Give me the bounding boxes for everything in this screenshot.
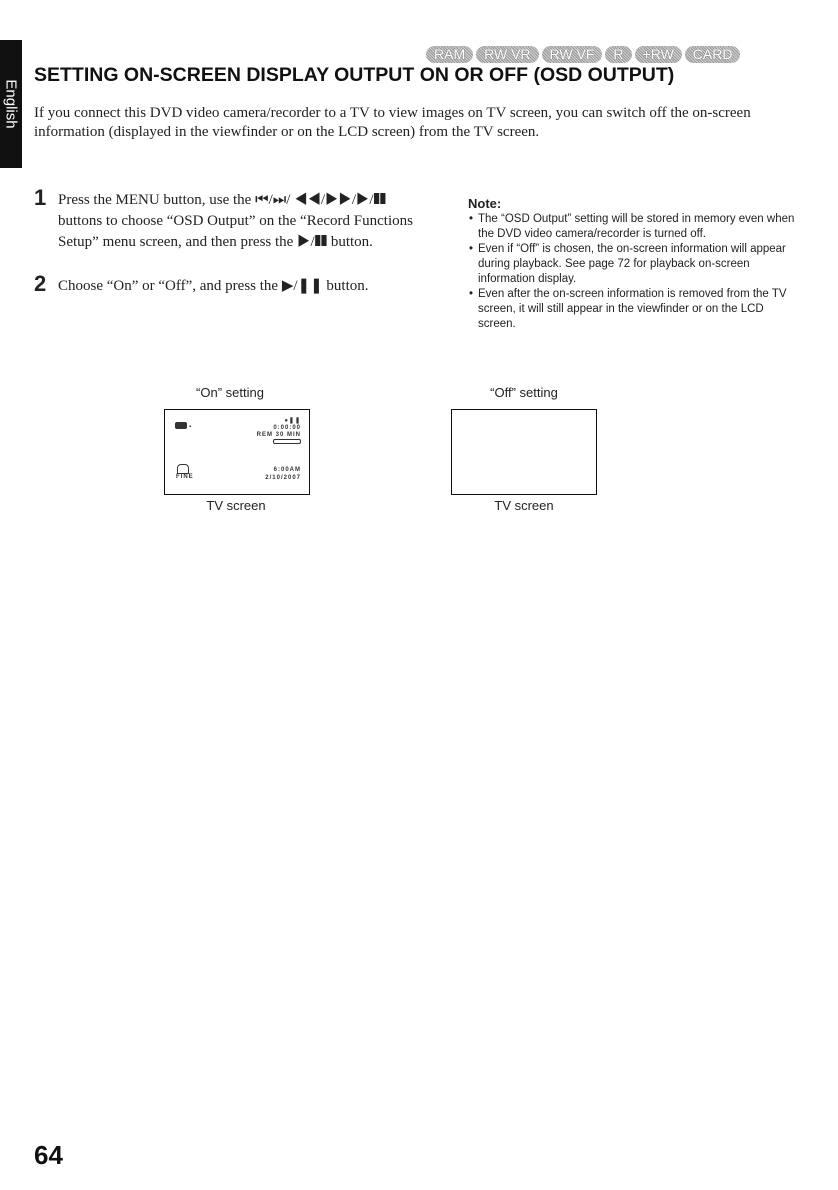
- quality-label: FINE: [176, 474, 194, 480]
- mode-icon: ▪: [189, 424, 193, 430]
- camera-icon: [175, 422, 187, 429]
- page-number: 64: [34, 1140, 63, 1170]
- remaining-time: REM 30 MIN: [256, 432, 301, 438]
- off-caption: “Off” setting: [490, 385, 558, 400]
- badge-card: CARD: [685, 46, 741, 63]
- clock-date: 2/10/2007: [265, 475, 301, 481]
- step-2: [34, 271, 424, 297]
- note-item: • Even after the on-screen information is removed from the TV screen, it will still appear in the viewfinder or on the LCD screen.: [478, 287, 798, 332]
- note-item: • The “OSD Output” setting will be stored in memory even when the DVD video camera/recorder is turned off.: [478, 212, 798, 242]
- tv-label-off: TV screen: [494, 498, 554, 513]
- step-text: Press the MENU button, use the ⏮/⏭/ ◀◀/▶▶/▶/❚❚ buttons to choose “OSD Output” on the “Record Functions Setup” menu screen, and then press the ▶/❚❚ button.: [58, 192, 413, 250]
- quality-icon: [177, 464, 189, 474]
- step-text: Choose “On” or “Off”, and press the ▶/❚❚ button.: [58, 278, 369, 294]
- tv-screen-off: [451, 409, 597, 495]
- step-1: [34, 185, 424, 253]
- badge-r: R: [605, 46, 631, 63]
- language-tab: English: [0, 40, 22, 168]
- intro-paragraph: If you connect this DVD video camera/recorder to a TV to view images on TV screen, you can switch off the on-screen information (displayed in the viewfinder or on the LCD screen) from the TV screen.: [34, 105, 751, 140]
- badge-plus-rw: +RW: [635, 46, 682, 63]
- pause-indicator: ●❚❚: [284, 418, 301, 424]
- counter: 0:00:00: [273, 425, 301, 431]
- step-number: 2: [34, 271, 47, 296]
- battery-icon: [273, 439, 301, 444]
- badge-rw-vf: RW VF: [542, 46, 603, 63]
- tv-screen-on: [164, 409, 310, 495]
- on-caption: “On” setting: [196, 385, 264, 400]
- disc-type-badges: [426, 46, 740, 63]
- note-heading: Note:: [468, 196, 502, 211]
- note-box: [468, 196, 798, 332]
- note-item: • Even if “Off” is chosen, the on-screen information will appear during playback. See page 72 for playback on-screen information display.: [478, 242, 798, 287]
- page-title: SETTING ON-SCREEN DISPLAY OUTPUT ON OR OFF (OSD OUTPUT): [34, 64, 675, 86]
- badge-rw-vr: RW VR: [476, 46, 538, 63]
- step-number: 1: [34, 185, 47, 210]
- tv-label-on: TV screen: [206, 498, 266, 513]
- clock-time: 6:00AM: [273, 467, 301, 473]
- badge-ram: RAM: [426, 46, 473, 63]
